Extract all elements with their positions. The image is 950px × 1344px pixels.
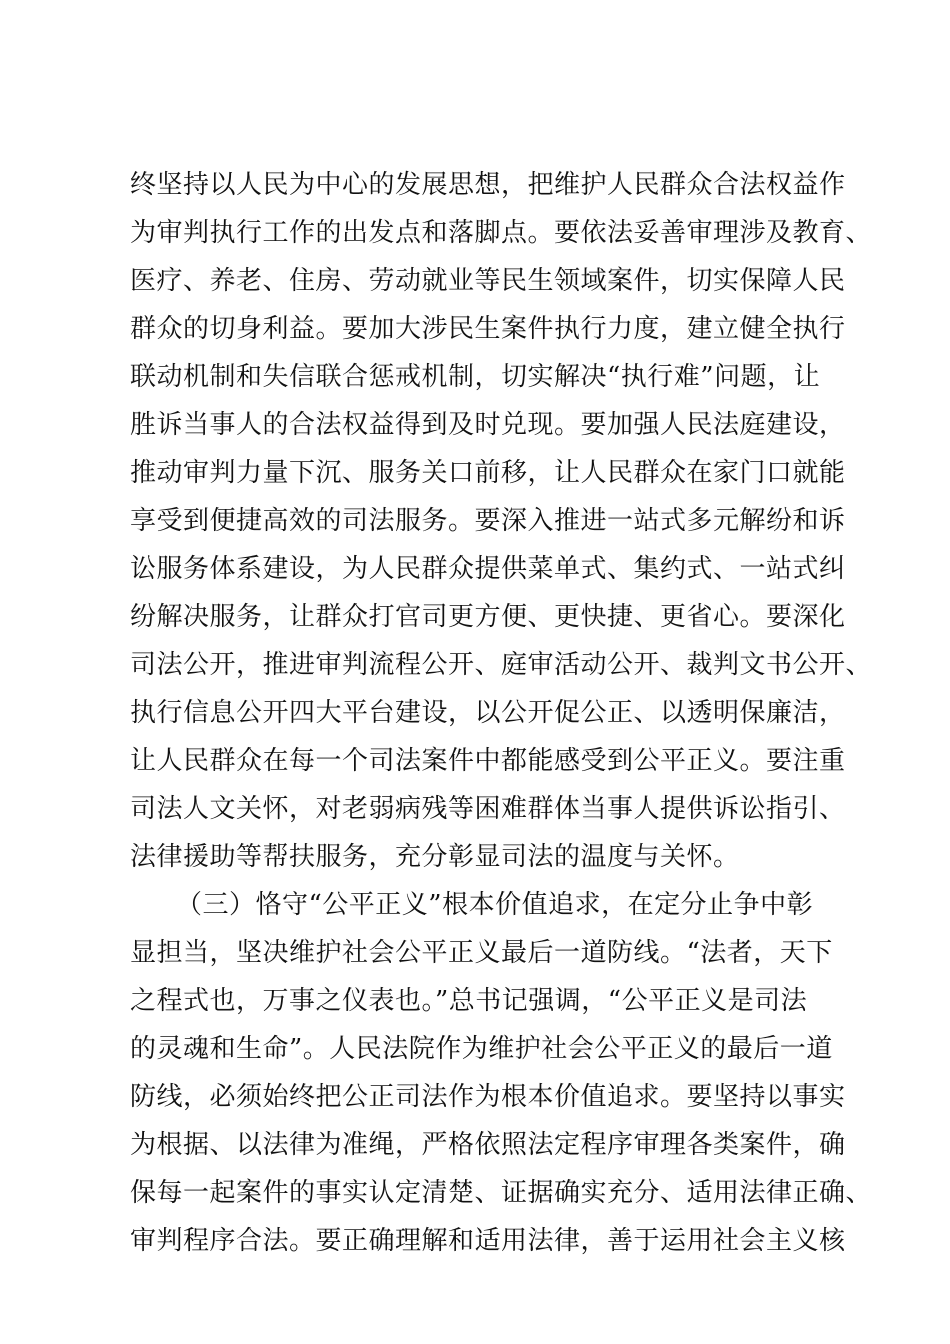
text-line: 医疗、养老、住房、劳动就业等民生领域案件，切实保障人民 xyxy=(130,266,846,296)
text-line: 防线，必须始终把公正司法作为根本价值追求。要坚持以事实 xyxy=(130,1082,846,1112)
text-line: 享受到便捷高效的司法服务。要深入推进一站式多元解纷和诉 xyxy=(130,506,846,536)
text-line: 审判程序合法。要正确理解和适用法律，善于运用社会主义核 xyxy=(130,1226,846,1256)
text-line: 执行信息公开四大平台建设，以公开促公正、以透明保廉洁， xyxy=(130,698,846,728)
section-heading-line: （三）恪守“公平正义”根本价值追求，在定分止争中彰 xyxy=(176,890,814,920)
text-line: 显担当，坚决维护社会公平正义最后一道防线。“法者，天下 xyxy=(130,938,833,968)
text-line: 之程式也，万事之仪表也。”总书记强调，“公平正义是司法 xyxy=(130,986,808,1016)
text-line: 联动机制和失信联合惩戒机制，切实解决“执行难”问题，让 xyxy=(130,362,821,392)
text-line: 讼服务体系建设，为人民群众提供菜单式、集约式、一站式纠 xyxy=(130,554,846,584)
text-line: 司法公开，推进审判流程公开、庭审活动公开、裁判文书公开、 xyxy=(130,650,873,680)
body-text xyxy=(130,161,873,1265)
text-line: 的灵魂和生命”。人民法院作为维护社会公平正义的最后一道 xyxy=(130,1034,833,1064)
text-line: 让人民群众在每一个司法案件中都能感受到公平正义。要注重 xyxy=(130,746,846,776)
text-line: 终坚持以人民为中心的发展思想，把维护人民群众合法权益作 xyxy=(130,170,846,200)
text-line: 保每一起案件的事实认定清楚、证据确实充分、适用法律正确、 xyxy=(130,1178,873,1208)
text-line: 为审判执行工作的出发点和落脚点。要依法妥善审理涉及教育、 xyxy=(130,218,873,248)
text-line: 司法人文关怀，对老弱病残等困难群体当事人提供诉讼指引、 xyxy=(130,794,846,824)
text-line: 推动审判力量下沉、服务关口前移，让人民群众在家门口就能 xyxy=(130,458,846,488)
text-line: 纷解决服务，让群众打官司更方便、更快捷、更省心。要深化 xyxy=(130,602,846,632)
text-line: 群众的切身利益。要加大涉民生案件执行力度，建立健全执行 xyxy=(130,314,846,344)
text-line: 胜诉当事人的合法权益得到及时兑现。要加强人民法庭建设， xyxy=(130,410,846,440)
text-line: 法律援助等帮扶服务，充分彰显司法的温度与关怀。 xyxy=(130,842,740,872)
text-line: 为根据、以法律为准绳，严格依照法定程序审理各类案件，确 xyxy=(130,1130,846,1160)
